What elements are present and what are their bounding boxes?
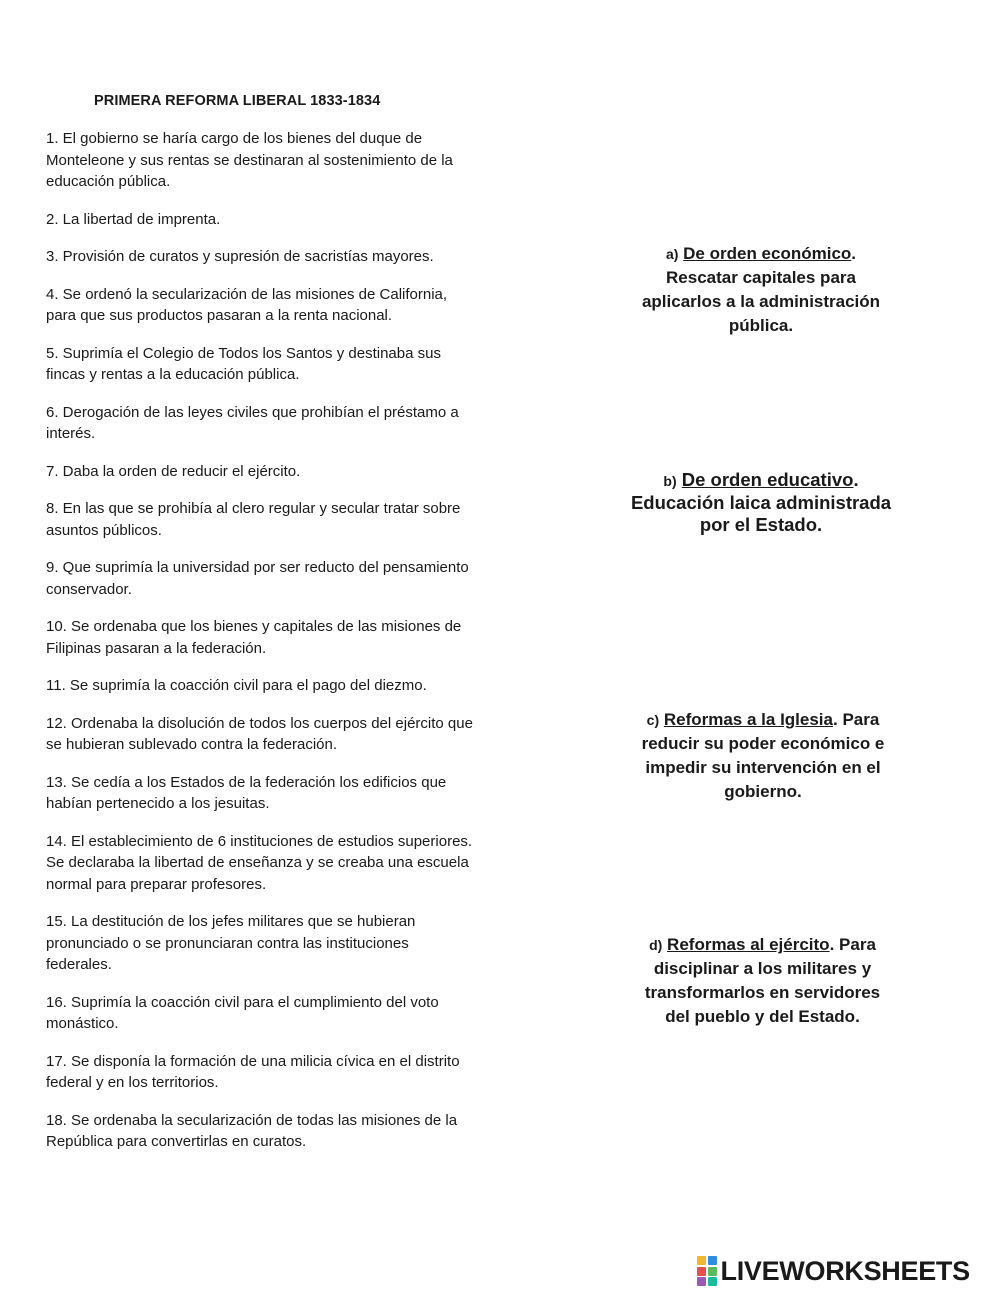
- category-b: [630, 469, 892, 536]
- reform-item-4: 4. Se ordenó la secularización de las misiones de California, para que sus productos pasaran a la renta nacional.: [46, 285, 448, 324]
- reform-item-9: 9. Que suprimía la universidad por ser reducto del pensamiento conservador.: [46, 559, 469, 598]
- category-c-description: Para reducir su poder económico e impedir su intervención en el gobierno.: [641, 710, 885, 801]
- category-a: [630, 242, 892, 338]
- reform-item-7: 7. Daba la orden de reducir el ejército.: [46, 462, 301, 480]
- category-b-heading: De orden educativo: [681, 469, 854, 490]
- logo-tile-6: [708, 1277, 717, 1286]
- liveworksheets-logo-icon: [697, 1256, 717, 1286]
- reform-item-11: 11. Se suprimía la coacción civil para el pago del diezmo.: [46, 677, 427, 694]
- category-c-heading: Reformas a la Iglesia: [663, 710, 833, 729]
- reform-item-15: 15. La destitución de los jefes militares que se hubieran pronunciado o se pronunciaran contra las instituciones federales.: [46, 913, 416, 973]
- logo-tile-3: [697, 1267, 706, 1276]
- category-a-description: Rescatar capitales para aplicarlos a la administración pública.: [641, 268, 881, 335]
- reform-item-12: 12. Ordenaba la disolución de todos los cuerpos del ejército que se hubieran sublevado contra la federación.: [46, 714, 473, 753]
- category-c-letter: c): [646, 712, 660, 728]
- category-d: [640, 933, 885, 1029]
- reform-item-5: 5. Suprimía el Colegio de Todos los Santos y destinaba sus fincas y rentas a la educación pública.: [46, 344, 441, 383]
- category-d-punct: .: [829, 935, 835, 954]
- reform-item-13: 13. Se cedía a los Estados de la federación los edificios que habían pertenecido a los jesuitas.: [46, 773, 447, 812]
- reform-item-18: 18. Se ordenaba la secularización de todas las misiones de la República para convertirlas en curatos.: [46, 1111, 458, 1150]
- category-c-punct: .: [832, 710, 838, 729]
- reform-item-1: 1. El gobierno se haría cargo de los bienes del duque de Monteleone y sus rentas se destinaran al sostenimiento de la educación pública.: [46, 130, 453, 190]
- reform-item-14: 14. El establecimiento de 6 instituciones de estudios superiores. Se declaraba la libertad de enseñanza y se creaba una escuela normal para preparar profesores.: [46, 832, 473, 893]
- reform-item-2: 2. La libertad de imprenta.: [46, 210, 221, 228]
- reform-item-3: 3. Provisión de curatos y supresión de sacristías mayores.: [46, 248, 434, 265]
- liveworksheets-logo: [697, 1256, 970, 1286]
- reform-item-10: 10. Se ordenaba que los bienes y capitales de las misiones de Filipinas pasaran a la federación.: [46, 618, 462, 657]
- category-a-heading: De orden económico: [683, 244, 852, 263]
- reform-item-6: 6. Derogación de las leyes civiles que prohibían el préstamo a interés.: [46, 403, 459, 442]
- reform-item-17: 17. Se disponía la formación de una milicia cívica en el distrito federal y en los territorios.: [46, 1052, 460, 1091]
- category-d-description: Para disciplinar a los militares y transformarlos en servidores del pueblo y del Estado.: [644, 935, 881, 1026]
- logo-tile-5: [697, 1277, 706, 1286]
- reform-list: [46, 128, 476, 1169]
- category-d-letter: d): [649, 937, 663, 953]
- logo-tile-1: [697, 1256, 706, 1265]
- category-c: [638, 708, 888, 804]
- category-b-description: Educación laica administrada por el Estado.: [630, 492, 892, 535]
- category-d-heading: Reformas al ejército: [667, 935, 830, 954]
- category-b-punct: .: [853, 469, 859, 490]
- logo-tile-2: [708, 1256, 717, 1265]
- reform-item-8: 8. En las que se prohibía al clero regular y secular tratar sobre asuntos públicos.: [46, 500, 461, 539]
- category-b-letter: b): [663, 473, 677, 489]
- reform-item-16: 16. Suprimía la coacción civil para el cumplimiento del voto monástico.: [46, 993, 439, 1032]
- worksheet-title: PRIMERA REFORMA LIBERAL 1833-1834: [94, 93, 381, 109]
- category-a-punct: .: [851, 244, 857, 263]
- category-a-letter: a): [665, 246, 679, 262]
- logo-tile-4: [708, 1267, 717, 1276]
- liveworksheets-logo-text: LIVEWORKSHEETS: [720, 1256, 970, 1286]
